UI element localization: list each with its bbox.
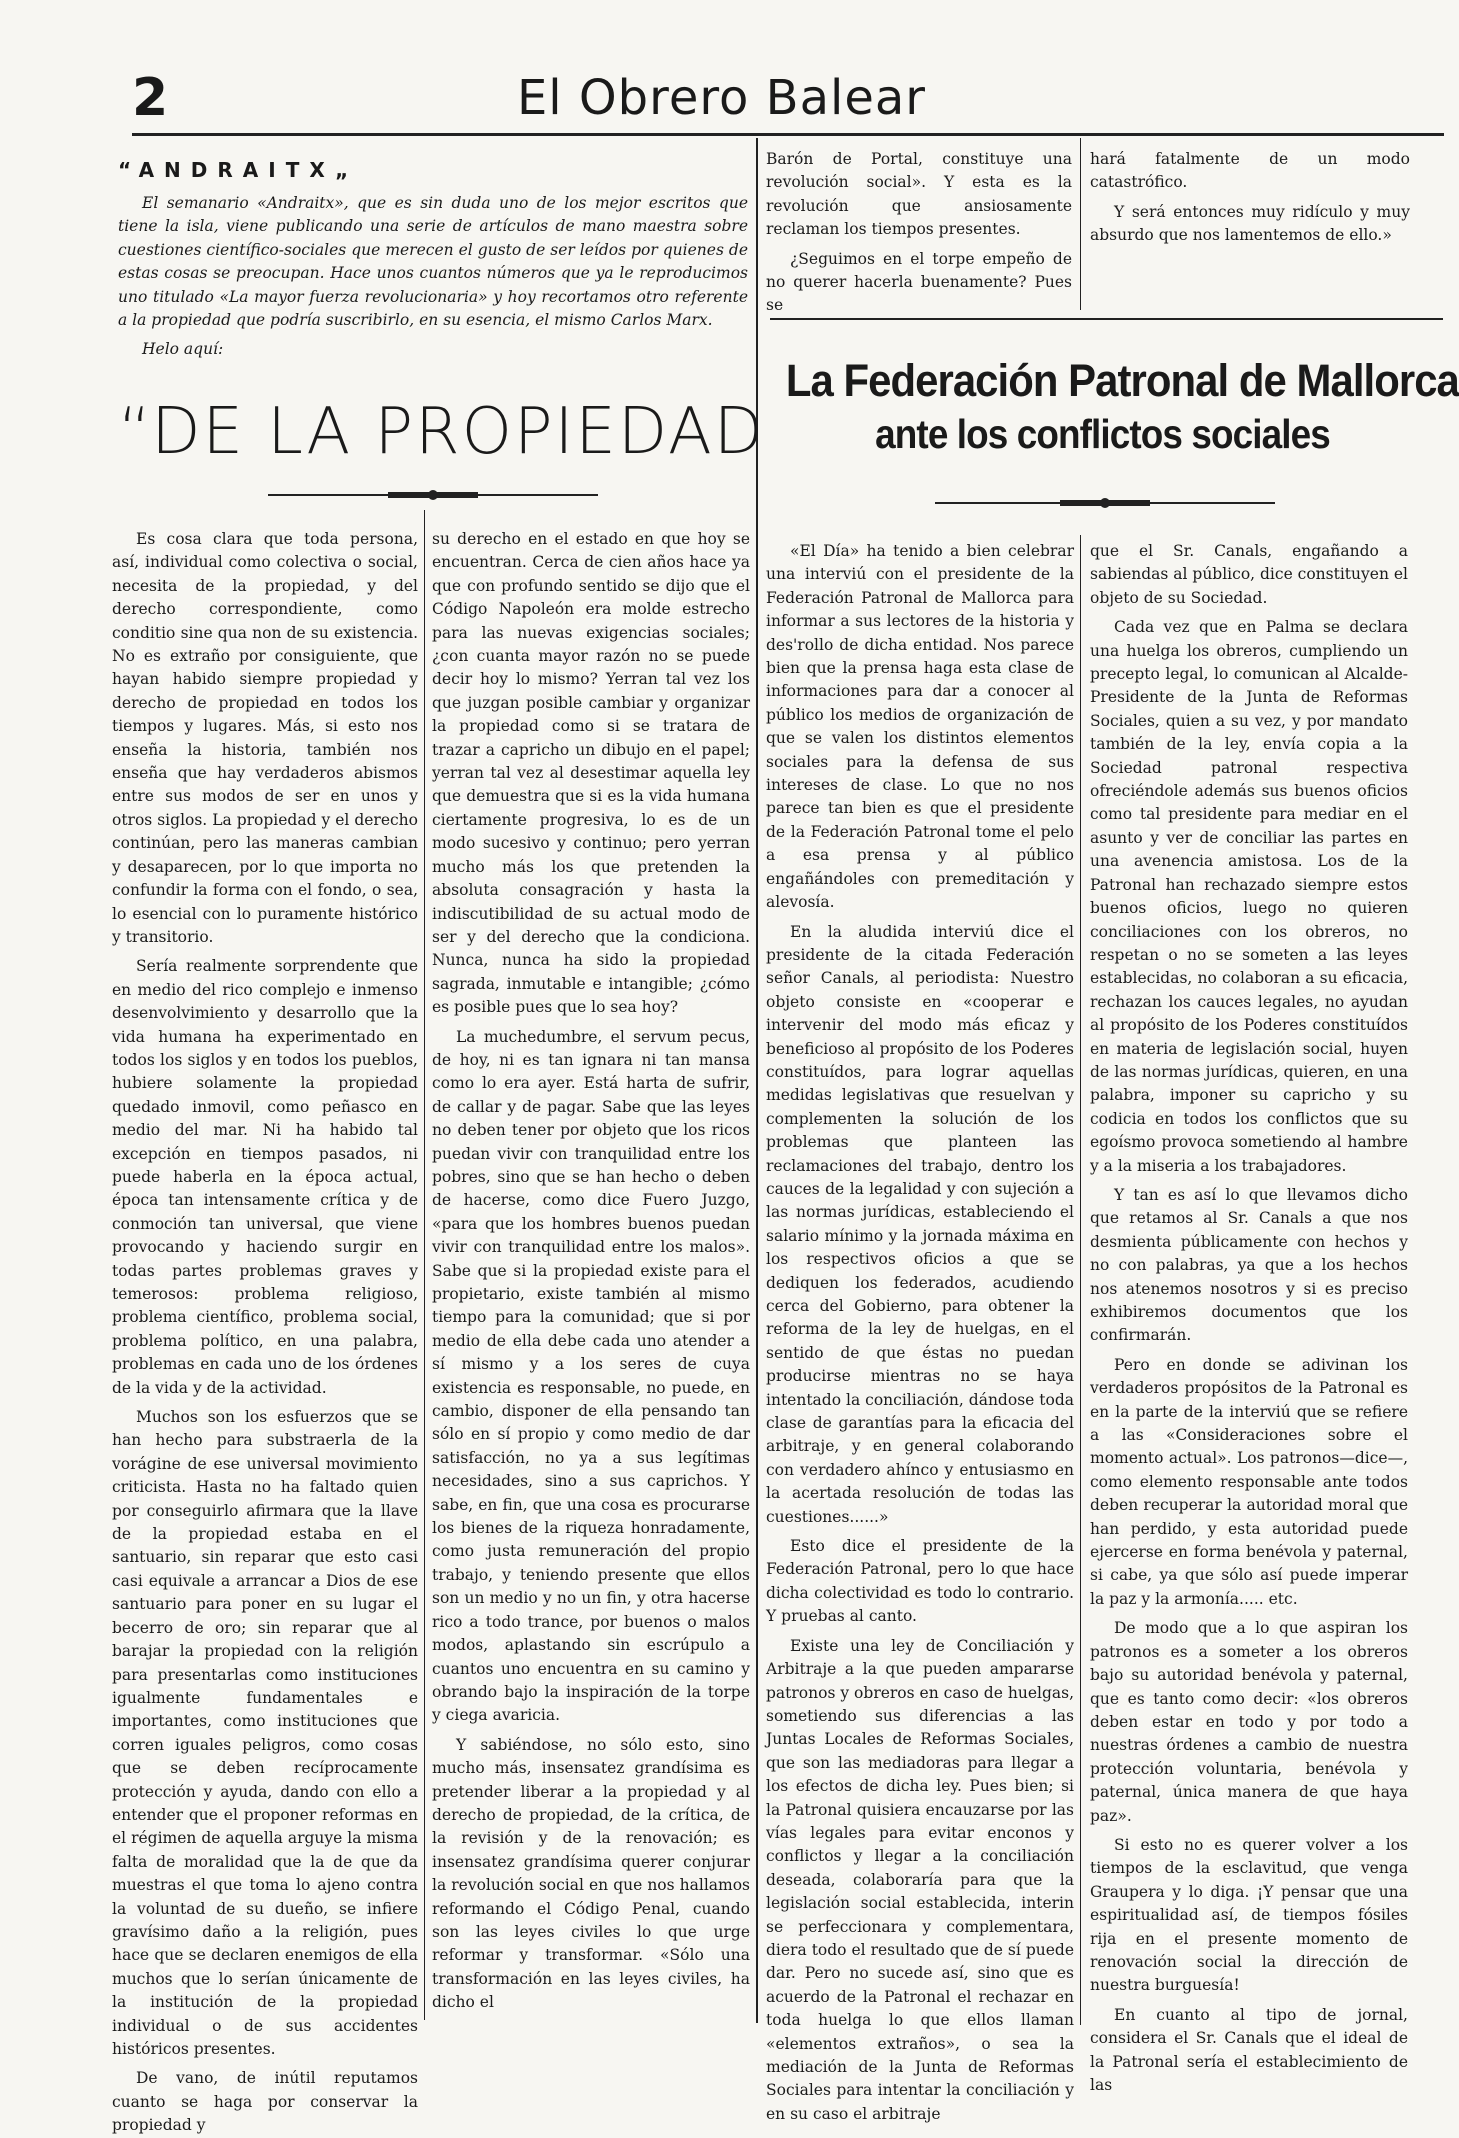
paragraph: De modo que a lo que aspiran los patronos es a someter a los obreros bajo su autoridad benévola y paternal, que es tanto como decir: «los obreros deben estar en todo y por todo a nuestras órdenes a cambio de nuestra protección voluntaria, benévola y paternal, única manera de que haya paz». [1090,1619,1408,1825]
paragraph: Sería realmente sorprendente que en medio del rico complejo e inmenso desenvolvimiento y desarrollo que la vida humana ha experimentado en todos los siglos y en todos los pueblos, hubiere solamente la propiedad quedado inmovil, como peñasco en medio del mar. Ni ha habido tal excepción en tiempos pasados, ni puede haberla en la época actual, época tan intensamente crítica y de conmoción tan universal, que viene provocando y haciendo surgir en todas partes problemas graves y temerosos: problema religioso, problema científico, problema social, problema político, en una palabra, problemas en cada uno de los órdenes de la vida y de la actividad. [112,957,418,1397]
paragraph: Barón de Portal, constituye una revolución social». Y esta es la revolución que ansiosamente reclaman los tiempos presentes. [766,150,1072,239]
ornament-divider [268,488,598,502]
paragraph: En la aludida interviú dice el presidente de la citada Federación señor Canals, al periodista: Nuestro objeto consiste en «cooperar e intervenir del modo más eficaz y beneficioso al propósito de los Poderes constituídos, para lograr aquellas medidas legislativas que resuelvan y complementen la solución de los problemas que planteen las reclamaciones del trabajo, dentro los cauces de la legalidad y con sujeción a las normas jurídicas, estableciendo el salario mínimo y la jornada máxima en los respectivos oficios a que se dediquen los federados, acudiendo cerca del Gobierno, para obtener la reforma de la ley de huelgas, en el sentido de que éstas no puedan producirse mientras no se haya intentado la conciliación, dándose toda clase de garantías para la eficacia del arbitraje, y en general colaborando con verdadero ahínco y entusiasmo en la acertada resolución de todas las cuestiones......» [766,922,1074,1526]
paragraph: su derecho en el estado en que hoy se encuentran. Cerca de cien años hace ya que con profundo sentido se dijo que el Código Napoleón era molde estrecho para las nuevas exigencias sociales; ¿con cuanta mayor razón no se puede decir hoy lo mismo? Yerran tal vez los que juzgan posible cambiar y organizar la propiedad como si se tratara de trazar a capricho un dibujo en el papel; yerran tal vez al desestimar aquella ley que demuestra que si es la vida humana ciertamente progresiva, lo es de un modo sucesivo y continuo; pero yerran mucho más los que pretenden la absoluta consagración y hasta la indiscutibilidad de su actual modo de ser y del derecho que la condiciona. Nunca, nunca ha sido la propiedad sagrada, inmutable e intangible; ¿cómo es posible pues que lo sea hoy? [432,530,750,1017]
column-divider [1080,535,1081,2025]
ornament-divider [935,496,1275,510]
paragraph: ¿Seguimos en el torpe empeño de no querer hacerla buenamente? Pues se [766,249,1072,315]
paragraph: Esto dice el presidente de la Federación Patronal, pero lo que hace dicha colectividad es todo lo contrario. Y pruebas al canto. [766,1537,1074,1626]
article-column-1 [112,528,418,2135]
federacion-title: La Federación Patronal de Mallorca [785,355,1459,406]
section-heading: “ANDRAITX„ [118,158,359,182]
andraitx-intro-block [118,158,748,388]
masthead: El Obrero Balear [516,70,927,126]
paragraph: «El Día» ha tenido a bien celebrar una interviú con el presidente de la Federación Patronal de Mallorca para informar a sus lectores de la historia y des'rollo de dicha entidad. Nos parece bien que la prensa haga esta clase de informaciones para dar a conocer al público los medios de organización de que se valen los distintos elementos sociales para la defensa de sus intereses de clase. Lo que no nos parece tan bien es que el presidente de la Federación Patronal tome el pelo a esa prensa y al público engañándoles con premeditación y alevosía. [766,542,1074,912]
paragraph: que el Sr. Canals, engañando a sabiendas al público, dice constituyen el objeto de su Sociedad. [1090,542,1408,607]
paragraph: Y será entonces muy ridículo y muy absurdo que nos lamentemos de ello.» [1090,202,1410,245]
article-column-2 [432,528,750,2028]
paragraph: Es cosa clara que toda persona, así, individual como colectiva o social, necesita de la propiedad, y del derecho correspondiente, como conditio sine qua non de su existencia. No es extraño por consiguiente, que hayan habido siempre propiedad y derecho de propiedad en todos los tiempos y lugares. Más, si esto nos enseña la historia, también nos enseña que hay verdaderos abismos entre sus modos de ser en unos y otros siglos. La propiedad y el derecho continúan, pero las maneras cambian y desaparecen, por lo que importa no confundir la forma con el fondo, o sea, lo esencial con lo puramente histórico y transitorio. [112,530,418,946]
federacion-column-3 [766,540,1074,2123]
paragraph: Y sabiéndose, no sólo esto, sino mucho más, insensatez grandísima es pretender liberar a la propiedad y al derecho de propiedad, de la crítica, de la revisión y de la renovación; es insensatez grandísima querer conjurar la revolución social en que nos hallamos reformando el Código Penal, cuando son las leyes civiles lo que urge reformar y transformar. «Sólo una transformación en las leyes civiles, ha dicho el [432,1735,750,2012]
article-title-block [118,395,766,485]
intro-paragraph: El semanario «Andraitx», que es sin duda uno de los mejor escritos que tiene la isla, viene publicando una serie de artículos de mano maestra sobre cuestiones científico-sociales que merecen el gusto de ser leídos por quienes de estas cosas se preocupan. Hace unos cuantos números que ya le reproducimos uno titulado «La mayor fuerza revolucionaria» y hoy recortamos otro referente a la propiedad que podría suscribirlo, en su esencia, el mismo Carlos Marx. [118,194,748,330]
page-number: 2 [132,68,169,128]
federacion-subtitle: ante los conflictos sociales [875,411,1330,457]
header-rule [132,133,1444,136]
paragraph: Pero en donde se adivinan los verdaderos propósitos de la Patronal es en la parte de la interviú que se refiere a las «Consideraciones sobre el momento actual». Los patronos—dice—, como elemento responsable ante todos deben recuperar la autoridad moral que han perdido, y esta autoridad puede ejercerse en forma benévola y paternal, si cabe, ya que sólo así puede imperar la paz y la armonía..... etc. [1090,1355,1408,1608]
paragraph: De vano, de inútil reputamos cuanto se haga por conservar la propiedad y [112,2069,418,2135]
federacion-column-4 [1090,540,1408,2094]
article-column-3-top [766,148,1072,315]
federacion-headline-block [762,355,1459,490]
section-rule [770,318,1443,320]
paragraph: La muchedumbre, el servum pecus, de hoy, ni es tan ignara ni tan mansa como lo era ayer. Está harta de sufrir, de callar y de pagar. Sabe que las leyes no deben tener por objeto que los ricos puedan vivir con tranquilidad entre los pobres, sino que se han hecho o deben de hacerse, como dice Fuero Juzgo, «para que los hombres buenos puedan vivir con tranquilidad entre los malos». Sabe que si la propiedad existe para el propietario, existe también al mismo tiempo para la comunidad; que si por medio de ella debe cada uno atender a sí mismo y a los seres de cuya existencia es responsable, no puede, en cambio, disponer de ella pensando tan sólo en sí propio y como medio de dar satisfacción, no ya a sus legítimas necesidades, sino a sus caprichos. Y sabe, en fin, que una cosa es procurarse los bienes de la riqueza honradamente, como justa remuneración del propio trabajo, y teniendo presente que ellos son un medio y no un fin, y otra hacerse rico a todo trance, por buenos o malos modos, aplastando sin escrúpulo a cuantos uno encuentra en su camino y obrando bajo la inspiración de la torpe y ciega avaricia. [432,1027,750,1725]
paragraph: Existe una ley de Conciliación y Arbitraje a la que pueden ampararse patronos y obreros en caso de huelgas, sometiendo sus diferencias a las Juntas Locales de Reformas Sociales, que son las mediadoras para llegar a los efectos de dicha ley. Pues bien; si la Patronal quisiera encauzarse por las vías legales para evitar enconos y conflictos y llegar a la conciliación deseada, colaboraría para que la legislación social establecida, interin se perfeccionara y complementara, diera todo el resultado que de sí puede dar. Pero no sucede así, sino que es acuerdo de la Patronal el rechazar en toda huelga lo que ellos llaman «elementos extraños», o sea la mediación de la Junta de Reformas Sociales para intentar la conciliación y en su caso el arbitraje [766,1636,1074,2123]
article-column-4-top [1090,148,1410,308]
paragraph: Y tan es así lo que llevamos dicho que retamos al Sr. Canals a que nos desmienta públicamente con hechos y no con palabras, ya que a los hechos nos atenemos nosotros y si es preciso exhibiremos documentos que los confirmarán. [1090,1185,1408,1345]
article-title: “DE LA PROPIEDAD [118,395,766,469]
paragraph: Cada vez que en Palma se declara una huelga los obreros, cumpliendo un precepto legal, lo comunican al Alcalde-Presidente de la Junta de Reformas Sociales, quien a su vez, y por mandato también de la ley, envía copia a la Sociedad patronal respectiva ofreciéndole además sus buenos oficios como tal presidente para mediar en el asunto y ver de conciliar las partes en una avenencia amistosa. Los de la Patronal han rechazado siempre estos buenos oficios, luego no quieren conciliaciones con los obreros, no respetan o no se someten a las leyes establecidas, no colaboran a su eficacia, rechazan los cauces legales, no ayudan al propósito de los Poderes constituídos en materia de legislación social, huyen de las normas jurídicas, quieren, en una palabra, imponer su capricho y su codicia en todos los conflictos que su egoísmo provoca sometiendo al hambre y a la miseria a los trabajadores. [1090,618,1408,1175]
column-divider [424,510,425,2020]
paragraph: En cuanto al tipo de jornal, considera el Sr. Canals que el ideal de la Patronal sería el establecimiento de las [1090,2005,1408,2094]
paragraph: hará fatalmente de un modo catastrófico. [1090,150,1410,192]
paragraph: Muchos son los esfuerzos que se han hecho para substraerla de la vorágine de ese universal movimiento criticista. Hasta no ha faltado quien por conseguirlo afirmara que la llave de la propiedad estaba en el santuario, sin reparar que esto casi casi equivale a arrancar a Dios de ese santuario para poner en su lugar el becerro de oro; sin reparar que al barajar la propiedad con la religión para presentarlas como instituciones igualmente fundamentales e importantes, como instituciones que corren iguales peligros, como cosas que se deben recíprocamente protección y ayuda, dando con ello a entender que el proponer reformas en el régimen de aquella arguye la misma falta de moralidad que la de que da muestras el que toma lo ajeno contra la voluntad de su dueño, se infiere gravísimo daño a la religión, pues hace que se declaren enemigos de ella muchos que lo serían únicamente de la institución de la propiedad individual o de sus accidentes históricos presentes. [112,1408,418,2058]
column-divider [1080,138,1081,310]
paragraph: Si esto no es querer volver a los tiempos de la esclavitud, que venga Graupera y lo diga. ¡Y pensar que una espiritualidad así, de tiempos fósiles rija en el presente momento de renovación social la dirección de nuestra burguesía! [1090,1835,1408,1995]
intro-tail: Helo aquí: [142,340,224,359]
